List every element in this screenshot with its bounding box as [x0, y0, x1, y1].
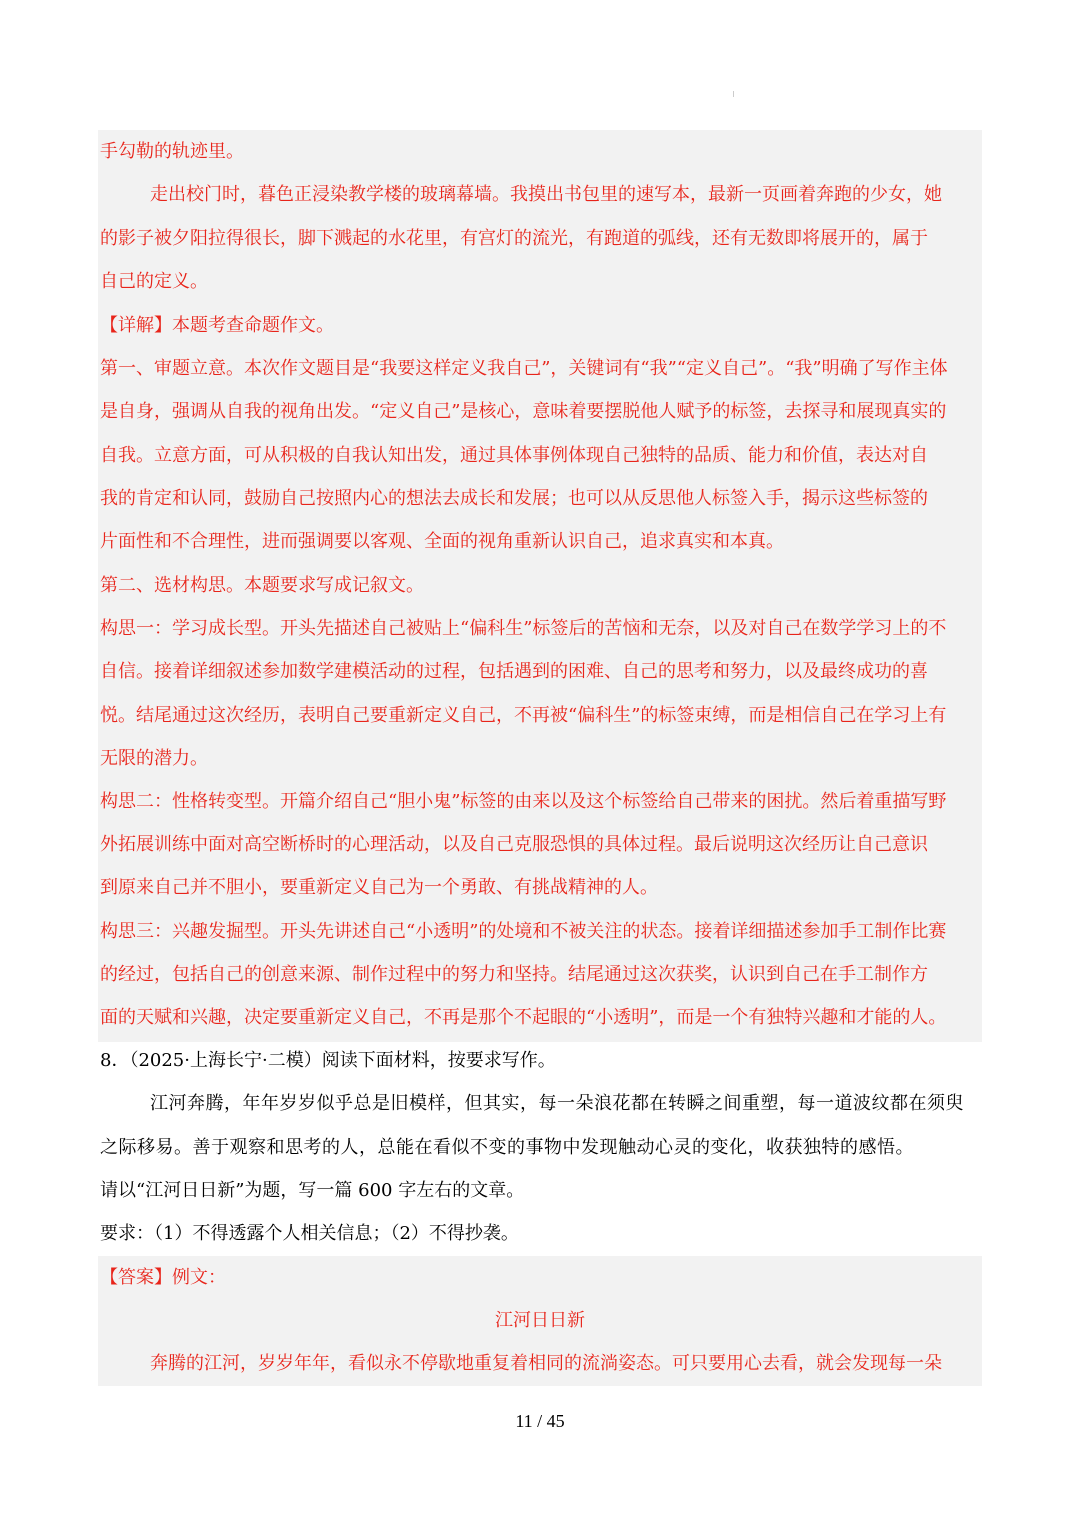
analysis-line: 面的天赋和兴趣，决定要重新定义自己，不再是那个不起眼的“小透明”，而是一个有独特兴趣和才能的人。 — [100, 1007, 947, 1028]
analysis-line: 外拓展训练中面对高空断桥时的心理活动，以及自己克服恐惧的具体过程。最后说明这次经历让自己意识 — [100, 834, 928, 855]
answer-heading — [100, 1263, 980, 1293]
essay-first-line: 奔腾的江河，岁岁年年，看似永不停歇地重复着相同的流淌姿态。可只要用心去看，就会发现每一朵 — [150, 1353, 942, 1374]
analysis-heading — [100, 311, 980, 341]
answer-intro: 例文： — [172, 1267, 226, 1288]
page-number: 11 / 45 — [515, 1411, 565, 1431]
essay-tail-line: 手勾勒的轨迹里。 — [100, 141, 244, 162]
analysis-line: 的经过，包括自己的创意来源、制作过程中的努力和坚持。结尾通过这次获奖，认识到自己在手工制作方 — [100, 964, 928, 985]
analysis-line: 片面性和不合理性，进而强调要以客观、全面的视角重新认识自己，追求真实和本真。 — [100, 531, 784, 552]
question-header — [100, 1046, 980, 1076]
analysis-line: 构思一：学习成长型。开头先描述自己被贴上“偏科生”标签后的苦恼和无奈，以及对自己在数学学习上的不 — [100, 618, 947, 639]
answer-label: 【答案】 — [100, 1267, 172, 1288]
essay-title: 江河日日新 — [495, 1310, 585, 1331]
analysis-line: 自信。接着详细叙述参加数学建模活动的过程，包括遇到的困难、自己的思考和努力，以及最终成功的喜 — [100, 661, 928, 682]
analysis-line: 构思三：兴趣发掘型。开头先讲述自己“小透明”的处境和不被关注的状态。接着详细描述参加手工制作比赛 — [100, 921, 947, 942]
analysis-line: 我的肯定和认同，鼓励自己按照内心的想法去成长和发展；也可以从反思他人标签入手，揭示这些标签的 — [100, 488, 928, 509]
essay-tail-line: 自己的定义。 — [100, 271, 208, 292]
question-material-line: 之际移易。善于观察和思考的人，总能在看似不变的事物中发现触动心灵的变化，收获独特的感悟。 — [100, 1137, 914, 1158]
essay-tail-line: 走出校门时，暮色正浸染教学楼的玻璃幕墙。我摸出书包里的速写本，最新一页画着奔跑的少女，她 — [150, 184, 942, 205]
essay-tail-line: 的影子被夕阳拉得很长，脚下溅起的水花里，有宫灯的流光，有跑道的弧线，还有无数即将展开的，属于 — [100, 228, 928, 249]
analysis-intro: 本题考查命题作文。 — [172, 315, 334, 336]
analysis-line: 构思二：性格转变型。开篇介绍自己“胆小鬼”标签的由来以及这个标签给自己带来的困扰。然后着重描写野 — [100, 791, 947, 812]
analysis-label: 【详解】 — [100, 315, 172, 336]
analysis-line: 自我。立意方面，可从积极的自我认知出发，通过具体事例体现自己独特的品质、能力和价值，表达对自 — [100, 445, 928, 466]
analysis-line: 是自身，强调从自我的视角出发。“定义自己”是核心，意味着要摆脱他人赋予的标签，去探寻和展现真实的 — [100, 401, 947, 422]
question-number: 8． — [100, 1050, 130, 1071]
question-source: （2025·上海长宁·二模）阅读下面材料，按要求写作。 — [129, 1050, 556, 1071]
analysis-line: 悦。结尾通过这次经历，表明自己要重新定义自己，不再被“偏科生”的标签束缚，而是相信自己在学习上有 — [100, 705, 947, 726]
analysis-line: 到原来自己并不胆小，要重新定义自己为一个勇敢、有挑战精神的人。 — [100, 877, 658, 898]
analysis-line: 无限的潜力。 — [100, 748, 208, 769]
analysis-line: 第一、审题立意。本次作文题目是“我要这样定义我自己”，关键词有“我”“定义自己”。“我”明确了写作主体 — [100, 358, 948, 379]
question-material-line: 江河奔腾，年年岁岁似乎总是旧模样，但其实，每一朵浪花都在转瞬之间重塑，每一道波纹都在须臾 — [150, 1093, 964, 1114]
header-mark — [733, 91, 734, 97]
question-prompt: 请以“江河日日新”为题，写一篇 600 字左右的文章。 — [100, 1180, 525, 1201]
question-requirements: 要求：（1）不得透露个人相关信息；（2）不得抄袭。 — [100, 1223, 519, 1244]
analysis-line: 第二、选材构思。本题要求写成记叙文。 — [100, 575, 424, 596]
